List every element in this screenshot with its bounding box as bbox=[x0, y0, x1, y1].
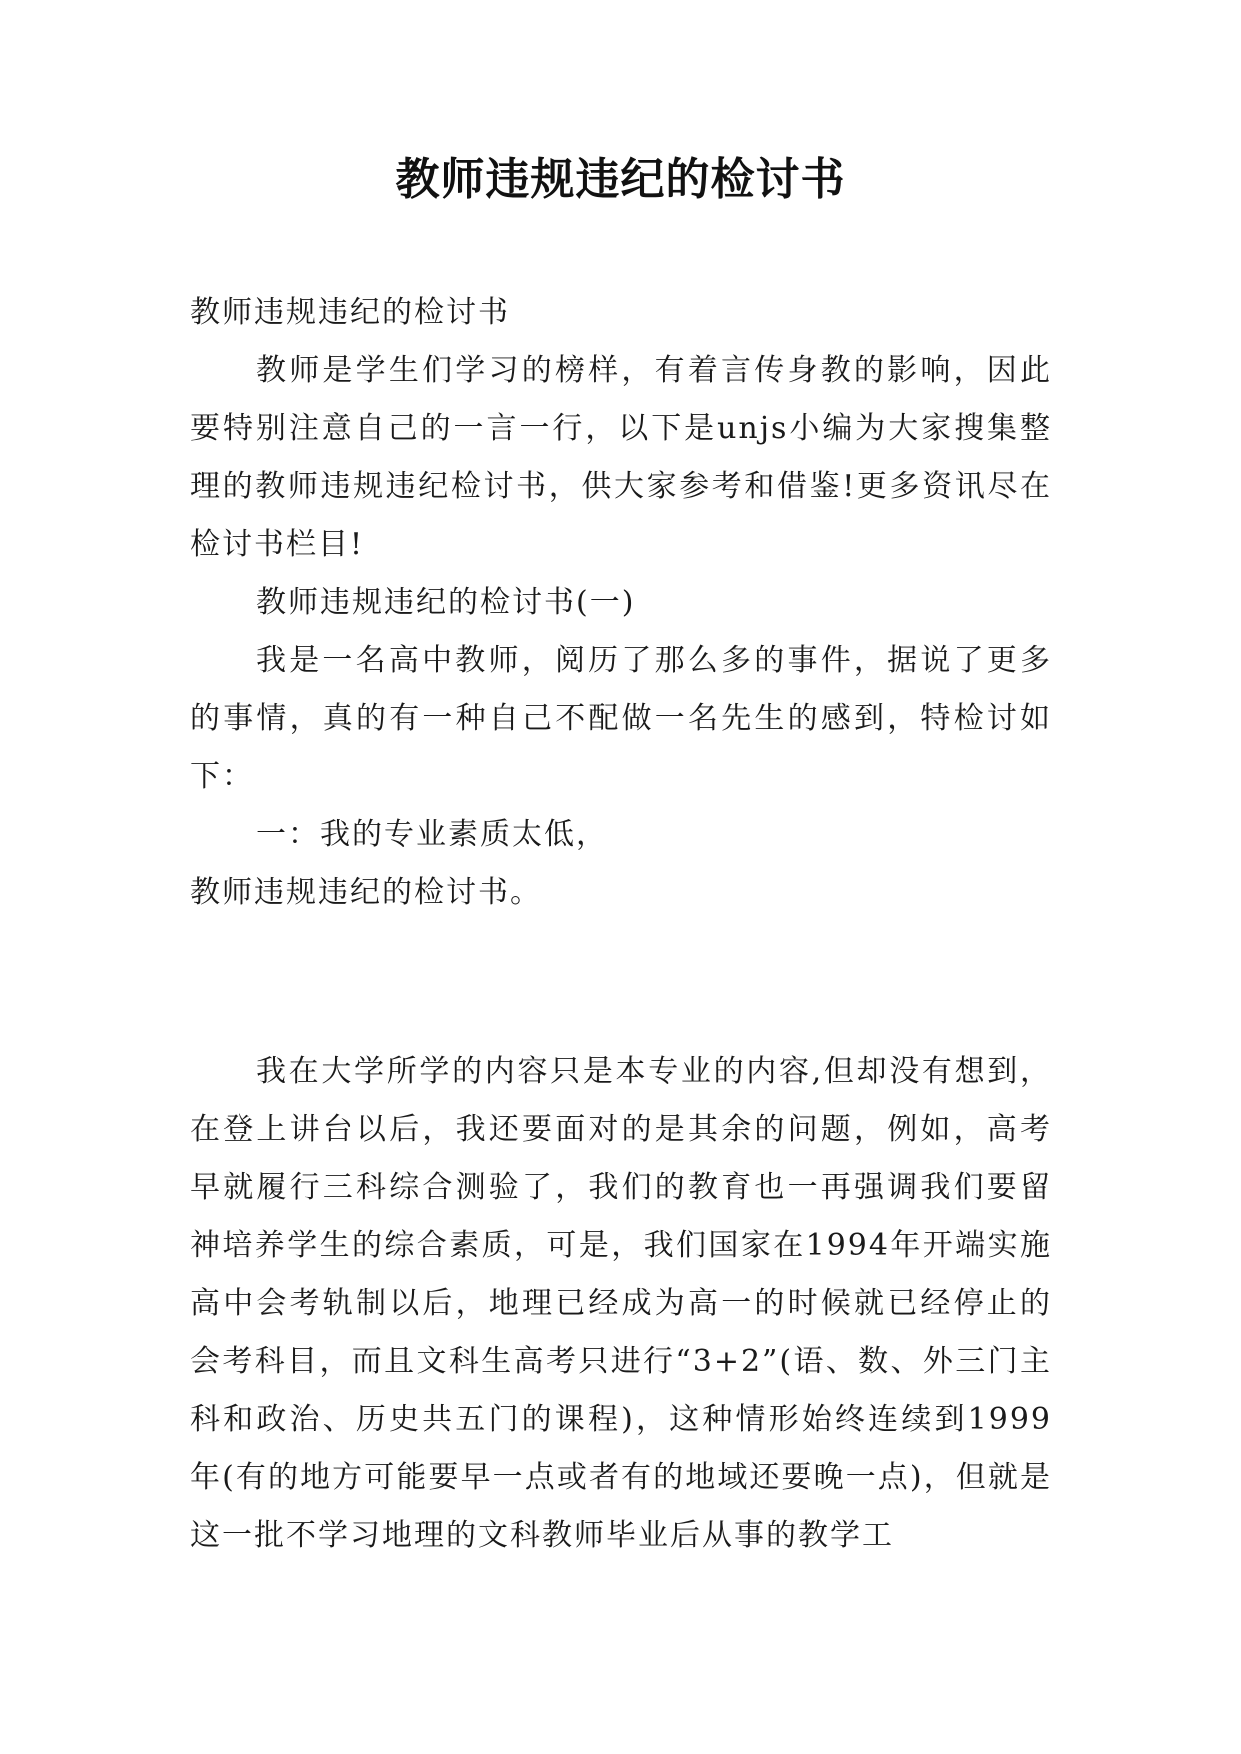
paragraph-intro: 教师是学生们学习的榜样，有着言传身教的影响，因此要特别注意自己的一言一行，以下是unjs小编为大家搜集整理的教师违规违纪检讨书，供大家参考和借鉴!更多资讯尽在检讨书栏目! bbox=[190, 353, 1052, 562]
paragraph-body: 我在大学所学的内容只是本专业的内容,但却没有想到，在登上讲台以后，我还要面对的是其余的问题，例如，高考早就履行三科综合测验了，我们的教育也一再强调我们要留神培养学生的综合素质，可是，我们国家在1994年开端实施高中会考轨制以后，地理已经成为高一的时候就已经停止的会考科目，而且文科生高考只进行“3+2”(语、数、外三门主科和政治、历史共五门的课程)，这种情形始终连续到1999年(有的地方可能要早一点或者有的地域还要晚一点)，但就是这一批不学习地理的文科教师毕业后从事的教学工 bbox=[190, 1054, 1052, 1553]
paragraph-opening: 我是一名高中教师，阅历了那么多的事件，据说了更多的事情，真的有一种自己不配做一名先生的感到，特检讨如下： bbox=[190, 643, 1052, 794]
paragraph-subheading: 教师违规违纪的检讨书(一) bbox=[256, 585, 636, 620]
document-title: 教师违规违纪的检讨书 bbox=[395, 154, 846, 205]
paragraph-point-one: 一：我的专业素质太低， bbox=[256, 817, 608, 852]
body-section-1 bbox=[190, 284, 1052, 922]
paragraph-caption: 教师违规违纪的检讨书。 bbox=[190, 875, 542, 910]
paragraph-heading: 教师违规违纪的检讨书 bbox=[190, 295, 510, 330]
body-section-2 bbox=[190, 1043, 1052, 1565]
